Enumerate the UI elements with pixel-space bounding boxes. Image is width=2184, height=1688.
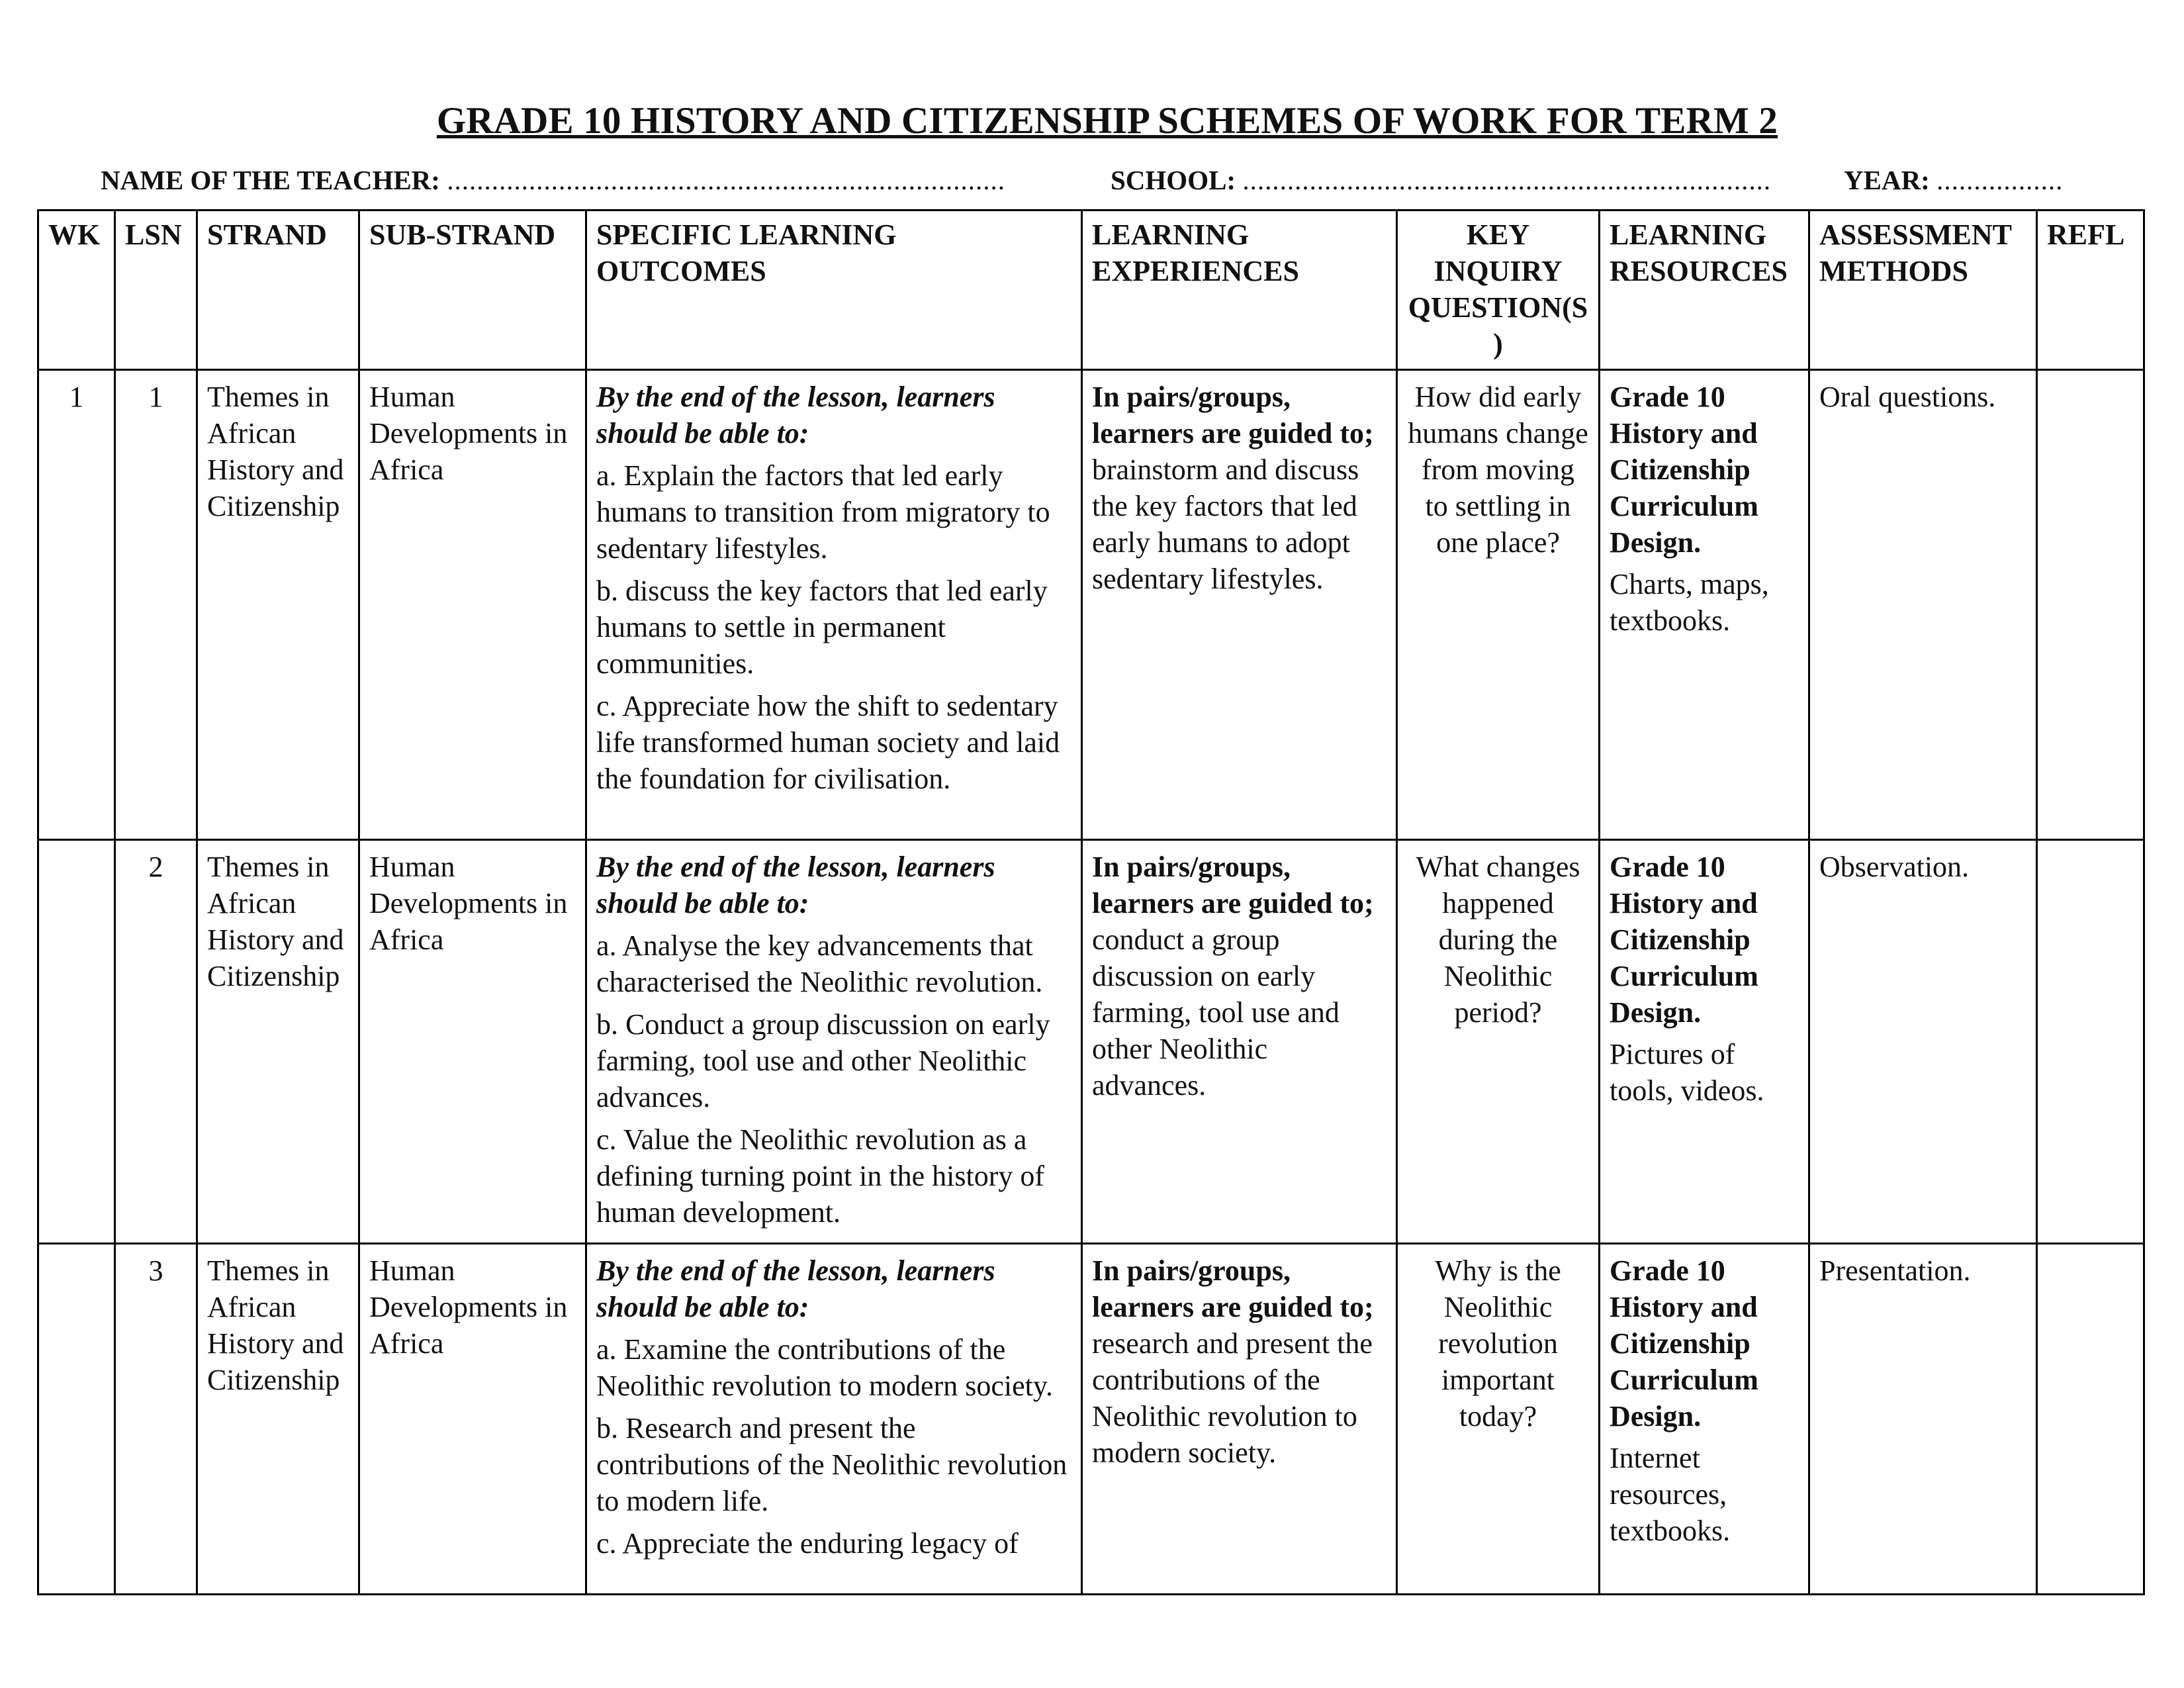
teacher-name-label: NAME OF THE TEACHER:	[101, 165, 440, 195]
teacher-name-blank: ...........................................................................	[447, 165, 1005, 195]
outcomes-intro: By the end of the lesson, learners should be able to:	[596, 1254, 995, 1323]
assessment-cell: Observation.	[1809, 840, 2037, 1244]
assessment-cell: Oral questions.	[1809, 370, 2037, 840]
resource-curriculum-design: Grade 10 History and Citizenship Curriculum Design.	[1610, 851, 1758, 1029]
table-row	[38, 1244, 2144, 1595]
resource-curriculum-design: Grade 10 History and Citizenship Curriculum Design.	[1610, 1254, 1758, 1432]
school-field	[1111, 164, 1771, 196]
year-blank: .................	[1936, 165, 2064, 195]
header-specific-learning-outcomes: SPECIFIC LEARNING OUTCOMES	[586, 211, 1082, 370]
teacher-name-field	[101, 164, 1005, 196]
header-learning-experiences: LEARNING EXPERIENCES	[1082, 211, 1397, 370]
sub-strand-cell: Human Developments in Africa	[359, 840, 586, 1244]
experience-text: research and present the contributions of the Neolithic revolution to modern society.	[1092, 1327, 1373, 1469]
outcomes-cell	[586, 840, 1082, 1244]
experiences-intro: In pairs/groups, learners are guided to;	[1092, 851, 1374, 919]
outcome-item: a. Explain the factors that led early humans to transition from migratory to sedentary lifestyles.	[596, 459, 1050, 565]
year-label: YEAR:	[1844, 165, 1930, 195]
table-row	[38, 370, 2144, 840]
outcomes-cell	[586, 1244, 1082, 1595]
experience-text: brainstorm and discuss the key factors that led early humans to adopt sedentary lifestyles.	[1092, 453, 1359, 595]
resources-cell	[1600, 370, 1809, 840]
header-key-inquiry-questions: KEY INQUIRY QUESTION(S)	[1397, 211, 1600, 370]
experiences-cell	[1082, 1244, 1397, 1595]
header-wk: WK	[38, 211, 115, 370]
resource-extra: Charts, maps, textbooks.	[1610, 568, 1769, 637]
outcomes-cell	[586, 370, 1082, 840]
resource-curriculum-design: Grade 10 History and Citizenship Curriculum Design.	[1610, 381, 1758, 559]
experiences-intro: In pairs/groups, learners are guided to;	[1092, 1254, 1374, 1323]
outcome-item: a. Examine the contributions of the Neolithic revolution to modern society.	[596, 1333, 1053, 1402]
inquiry-cell: Why is the Neolithic revolution important today?	[1397, 1244, 1600, 1595]
header-learning-resources: LEARNING RESOURCES	[1600, 211, 1809, 370]
header-lsn: LSN	[115, 211, 197, 370]
reflection-cell	[2037, 1244, 2144, 1595]
sub-strand-cell: Human Developments in Africa	[359, 370, 586, 840]
inquiry-cell: How did early humans change from moving to settling in one place?	[1397, 370, 1600, 840]
outcome-item: c. Appreciate the enduring legacy of	[596, 1527, 1019, 1560]
outcomes-intro: By the end of the lesson, learners should be able to:	[596, 381, 995, 449]
experience-text: conduct a group discussion on early farming, tool use and other Neolithic advances.	[1092, 923, 1340, 1102]
outcome-item: b. Research and present the contributions of the Neolithic revolution to modern life.	[596, 1412, 1068, 1517]
header-strand: STRAND	[197, 211, 359, 370]
assessment-cell: Presentation.	[1809, 1244, 2037, 1595]
week-cell	[38, 1244, 115, 1595]
table-row	[38, 840, 2144, 1244]
outcome-item: c. Appreciate how the shift to sedentary life transformed human society and laid the foundation for civilisation.	[596, 690, 1060, 795]
header-row	[38, 211, 2144, 370]
week-cell: 1	[38, 370, 115, 840]
year-field	[1844, 164, 2063, 196]
lesson-cell: 1	[115, 370, 197, 840]
resources-cell	[1600, 1244, 1809, 1595]
lesson-cell: 2	[115, 840, 197, 1244]
resource-extra: Internet resources, textbooks.	[1610, 1442, 1731, 1547]
strand-cell: Themes in African History and Citizenship	[197, 1244, 359, 1595]
reflection-cell	[2037, 370, 2144, 840]
strand-cell: Themes in African History and Citizenship	[197, 370, 359, 840]
school-blank: .......................................................................	[1242, 165, 1772, 195]
sub-strand-cell: Human Developments in Africa	[359, 1244, 586, 1595]
header-reflection: REFL	[2037, 211, 2144, 370]
school-label: SCHOOL:	[1111, 165, 1236, 195]
outcome-item: b. Conduct a group discussion on early farming, tool use and other Neolithic advances.	[596, 1008, 1050, 1113]
experiences-cell	[1082, 840, 1397, 1244]
header-sub-strand: SUB-STRAND	[359, 211, 586, 370]
header-assessment-methods: ASSESSMENT METHODS	[1809, 211, 2037, 370]
experiences-intro: In pairs/groups, learners are guided to;	[1092, 381, 1374, 449]
reflection-cell	[2037, 840, 2144, 1244]
lesson-cell: 3	[115, 1244, 197, 1595]
outcome-item: c. Value the Neolithic revolution as a defining turning point in the history of human development.	[596, 1123, 1045, 1229]
outcome-item: a. Analyse the key advancements that characterised the Neolithic revolution.	[596, 929, 1043, 998]
document-title: GRADE 10 HISTORY AND CITIZENSHIP SCHEMES OF WORK FOR TERM 2	[436, 100, 1778, 142]
resource-extra: Pictures of tools, videos.	[1610, 1038, 1764, 1107]
outcome-item: b. discuss the key factors that led early humans to settle in permanent communities.	[596, 575, 1048, 680]
week-cell	[38, 840, 115, 1244]
inquiry-cell: What changes happened during the Neolithic period?	[1397, 840, 1600, 1244]
outcomes-intro: By the end of the lesson, learners should be able to:	[596, 851, 995, 919]
resources-cell	[1600, 840, 1809, 1244]
schemes-of-work-table	[37, 209, 2145, 1595]
experiences-cell	[1082, 370, 1397, 840]
strand-cell: Themes in African History and Citizenship	[197, 840, 359, 1244]
